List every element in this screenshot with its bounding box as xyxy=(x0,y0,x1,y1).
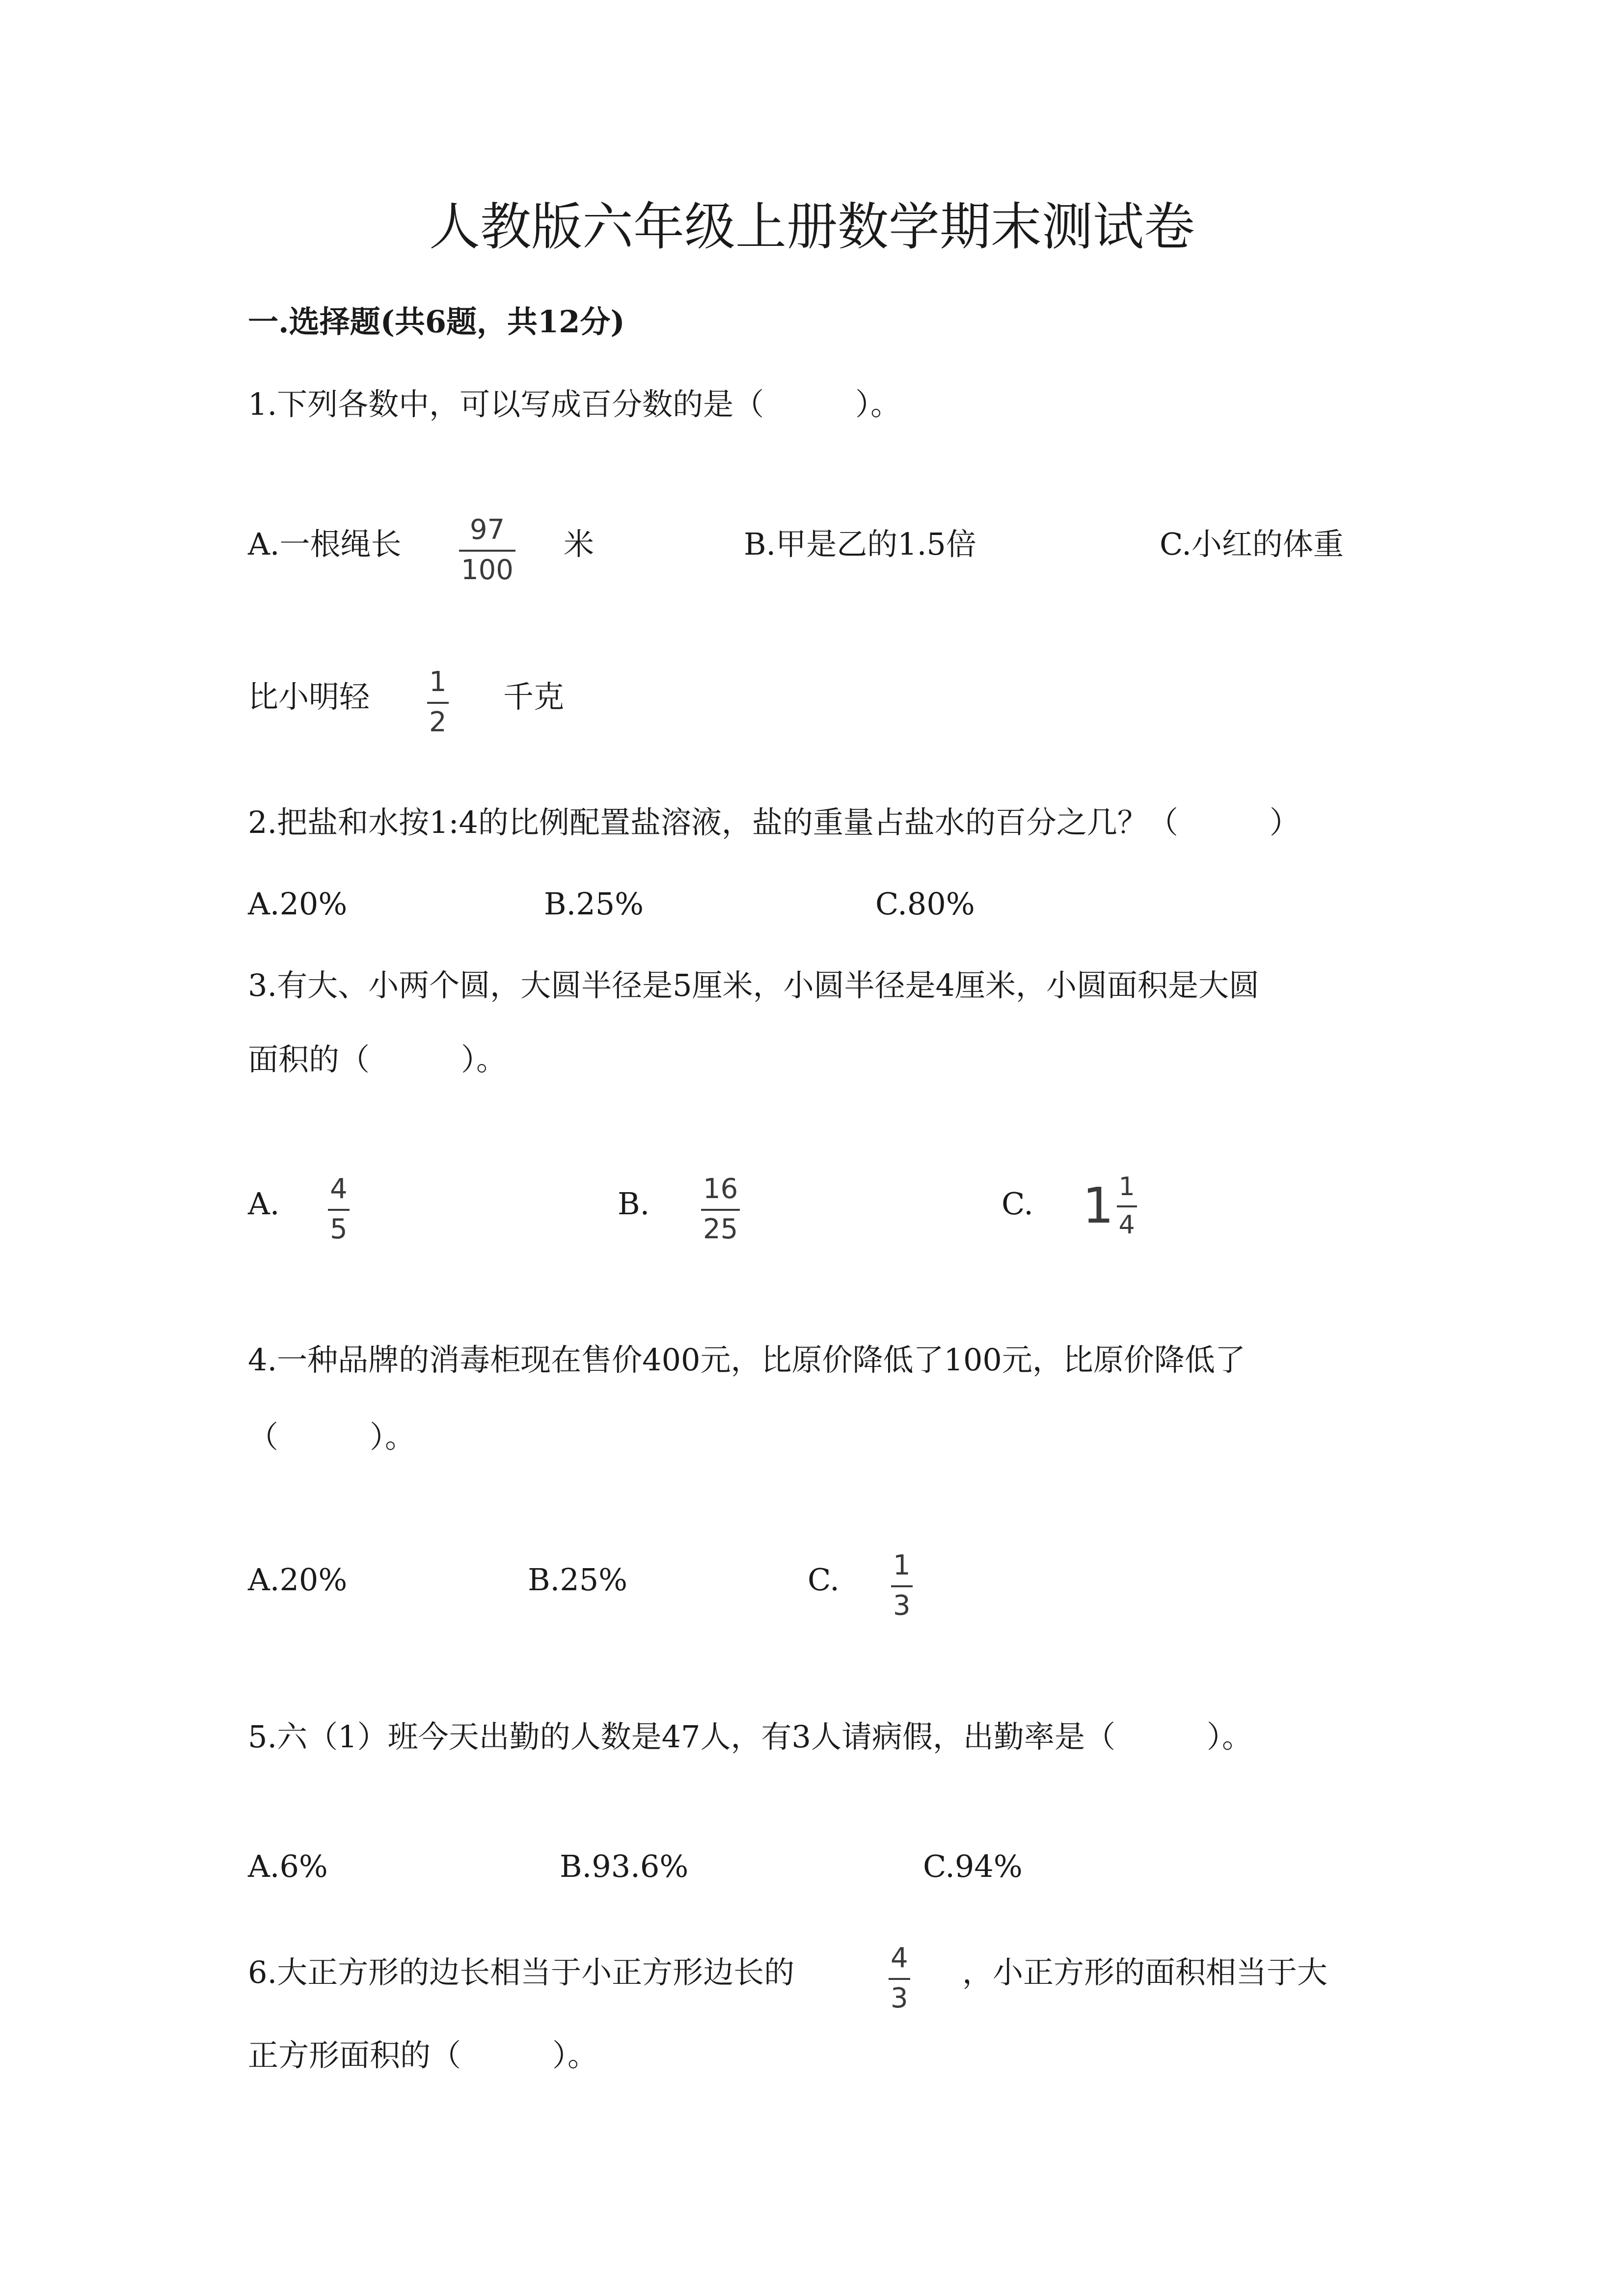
question-1-option-a-fraction xyxy=(459,516,515,584)
question-4-option-a[interactable]: A.20% xyxy=(248,1562,348,1598)
question-1-option-b[interactable]: B.甲是乙的1.5倍 xyxy=(744,526,976,562)
question-2-stem: 2.把盐和水按1:4的比例配置盐溶液，盐的重量占盐水的百分之几？（ ） xyxy=(248,804,1300,840)
fraction-bar xyxy=(459,550,515,552)
fraction-denominator: 100 xyxy=(461,554,514,586)
fraction-bar xyxy=(701,1209,740,1211)
question-6-stem-line-1: 6.大正方形的边长相当于小正方形边长的 xyxy=(248,1954,795,1990)
fraction-denominator: 25 xyxy=(703,1213,738,1245)
question-2-option-c[interactable]: C.80% xyxy=(875,886,975,922)
fraction-bar xyxy=(1117,1205,1137,1207)
fraction-numerator: 4 xyxy=(330,1173,348,1205)
fraction-denominator: 5 xyxy=(330,1213,348,1245)
fraction-numerator: 1 xyxy=(893,1549,911,1581)
question-6-stem-line-1-continued: ，小正方形的面积相当于大 xyxy=(962,1954,1328,1990)
section-heading: 一.选择题(共6题，共12分) xyxy=(248,304,625,340)
fraction-numerator: 16 xyxy=(703,1173,738,1205)
question-3-option-a-fraction xyxy=(328,1175,350,1243)
question-3-option-c[interactable]: C. xyxy=(1001,1186,1033,1222)
question-1-option-c[interactable]: C.小红的体重 xyxy=(1160,526,1344,562)
fraction-denominator: 4 xyxy=(1118,1210,1135,1240)
question-1-option-c-continued: 比小明轻 xyxy=(248,679,370,715)
question-2-option-b[interactable]: B.25% xyxy=(544,886,644,922)
fraction-bar xyxy=(889,1978,910,1980)
question-1-option-c-fraction xyxy=(427,668,449,736)
page-title: 人教版六年级上册数学期末测试卷 xyxy=(429,197,1195,257)
question-4-stem-line-1: 4.一种品牌的消毒柜现在售价400元，比原价降低了100元，比原价降低了 xyxy=(248,1342,1245,1378)
fraction-denominator: 3 xyxy=(893,1590,911,1622)
fraction-denominator: 2 xyxy=(429,706,447,738)
question-3-stem-line-2: 面积的（ ）。 xyxy=(248,1041,507,1077)
question-5-option-a[interactable]: A.6% xyxy=(248,1848,328,1884)
mixed-number-fraction xyxy=(1117,1174,1137,1238)
question-4-option-c[interactable]: C. xyxy=(808,1562,839,1598)
question-4-option-b[interactable]: B.25% xyxy=(528,1562,628,1598)
fraction-numerator: 1 xyxy=(429,666,447,698)
question-1-stem: 1.下列各数中，可以写成百分数的是（ ）。 xyxy=(248,386,901,422)
fraction-numerator: 4 xyxy=(891,1942,908,1974)
question-1-option-a[interactable]: A.一根绳长 xyxy=(248,526,402,562)
question-1-option-a-unit: 米 xyxy=(564,526,595,562)
fraction-numerator: 1 xyxy=(1118,1172,1135,1201)
question-2-option-a[interactable]: A.20% xyxy=(248,886,348,922)
question-6-fraction xyxy=(889,1942,910,2014)
question-3-option-b-fraction xyxy=(701,1175,740,1243)
fraction-bar xyxy=(891,1585,913,1587)
fraction-numerator: 97 xyxy=(469,514,505,546)
question-6-stem-line-2: 正方形面积的（ ）。 xyxy=(248,2037,598,2073)
question-3-option-b[interactable]: B. xyxy=(618,1186,650,1222)
question-3-stem-line-1: 3.有大、小两个圆，大圆半径是5厘米，小圆半径是4厘米，小圆面积是大圆 xyxy=(248,967,1260,1003)
question-4-stem-line-2: （ ）。 xyxy=(248,1419,416,1455)
fraction-bar xyxy=(328,1209,350,1211)
question-1-option-c-unit: 千克 xyxy=(503,679,565,715)
question-4-option-c-fraction xyxy=(891,1549,913,1622)
fraction-denominator: 3 xyxy=(891,1982,908,2014)
question-5-option-c[interactable]: C.94% xyxy=(923,1848,1023,1884)
mixed-number-whole: 1 xyxy=(1083,1177,1114,1234)
question-3-option-a[interactable]: A. xyxy=(248,1186,280,1222)
question-5-option-b[interactable]: B.93.6% xyxy=(560,1848,689,1884)
question-5-stem: 5.六（1）班今天出勤的人数是47人，有3人请病假，出勤率是（ ）。 xyxy=(248,1719,1252,1755)
question-3-option-c-mixed-number xyxy=(1083,1174,1137,1238)
fraction-bar xyxy=(427,702,449,704)
